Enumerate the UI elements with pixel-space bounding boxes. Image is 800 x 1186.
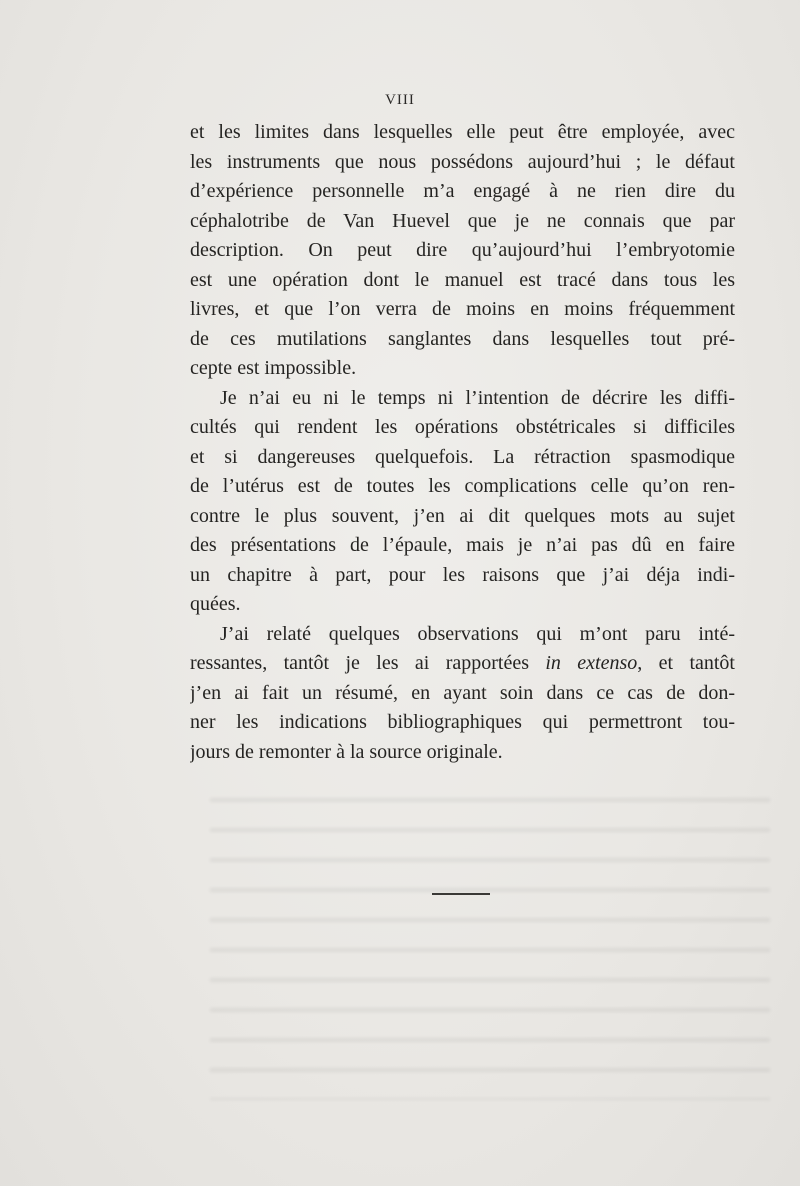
text-segment: , et tantôt: [637, 652, 735, 674]
text-line: et si dangereuses quelquefois. La rétraction spasmodique: [190, 445, 735, 468]
text-line: céphalotribe de Van Huevel que je ne connais que par: [190, 209, 735, 232]
show-through-shadow: [210, 780, 770, 1100]
text-line: ner les indications bibliographiques qui permettront tou-: [190, 711, 735, 733]
text-line: Je n’ai eu ni le temps ni l’intention de décrire les diffi-: [220, 386, 735, 409]
text-line: quées.: [190, 593, 241, 615]
text-line: cepte est impossible.: [190, 357, 357, 379]
text-line: de ces mutilations sanglantes dans lesquelles tout pré-: [190, 327, 735, 350]
text-line: et les limites dans lesquelles elle peut être employée, avec: [190, 121, 735, 143]
text-line: livres, et que l’on verra de moins en moins fréquemment: [190, 298, 735, 320]
section-divider-rule: [432, 893, 490, 895]
text-line: est une opération dont le manuel est tracé dans tous les: [190, 268, 735, 291]
text-line: des présentations de l’épaule, mais je n’ai pas dû en faire: [190, 534, 735, 556]
text-line: les instruments que nous possédons aujourd’hui ; le défaut: [190, 150, 735, 173]
text-line: de l’utérus est de toutes les complications celle qu’on ren-: [190, 475, 735, 497]
body-text: [190, 118, 735, 767]
page-number: VIII: [385, 92, 415, 108]
italic-phrase: in extenso: [545, 652, 638, 674]
text-line: un chapitre à part, pour les raisons que j’ai déja indi-: [190, 563, 735, 586]
text-line: description. On peut dire qu’aujourd’hui l’embryotomie: [190, 239, 735, 261]
text-line: d’expérience personnelle m’a engagé à ne rien dire du: [190, 180, 735, 202]
text-line-with-italic: [190, 649, 735, 679]
text-segment: ressantes, tantôt je les ai rapportées: [190, 652, 546, 674]
text-line: contre le plus souvent, j’en ai dit quelques mots au sujet: [190, 504, 735, 527]
text-line: J’ai relaté quelques observations qui m’ont paru inté-: [220, 622, 735, 645]
text-line: j’en ai fait un résumé, en ayant soin dans ce cas de don-: [190, 681, 735, 704]
text-line: jours de remonter à la source originale.: [190, 740, 503, 763]
text-line: cultés qui rendent les opérations obstétricales si difficiles: [190, 416, 735, 438]
